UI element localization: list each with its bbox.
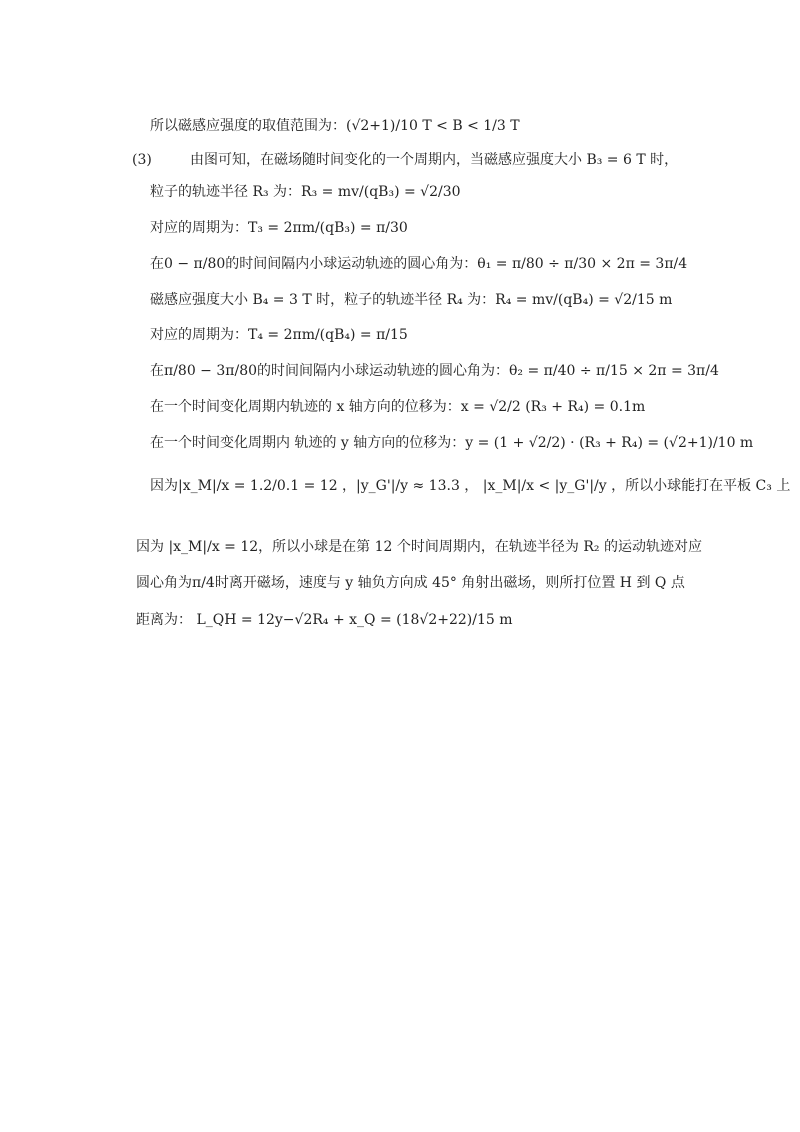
text-line-14: 距离为： L_QH = 12y−√2R₄ + x_Q = (18√2+22)/15 m	[136, 612, 513, 628]
text-line-3: 粒子的轨迹半径 R₃ 为：R₃ = mv/(qB₃) = √2/30	[150, 184, 461, 200]
text-line-11: 因为|x_M|/x = 1.2/0.1 = 12 ，|y_G'|/y ≈ 13.3 ， |x_M|/x < |y_G'|/y ，所以小球能打在平板 C₃ 上	[150, 478, 791, 494]
text-line-13: 圆心角为π/4时离开磁场，速度与 y 轴负方向成 45° 角射出磁场，则所打位置 H 到 Q 点	[136, 575, 685, 591]
text-line-5: 在0 − π/80的时间间隔内小球运动轨迹的圆心角为：θ₁ = π/80 ÷ π/30 × 2π = 3π/4	[150, 256, 688, 272]
text-line-8: 在π/80 − 3π/80的时间间隔内小球运动轨迹的圆心角为：θ₂ = π/40 ÷ π/15 × 2π = 3π/4	[150, 363, 719, 379]
text-line-10: 在一个时间变化周期内 轨迹的 y 轴方向的位移为：y = (1 + √2/2) · (R₃ + R₄) = (√2+1)/10 m	[150, 435, 754, 451]
text-line-4: 对应的周期为：T₃ = 2πm/(qB₃) = π/30	[150, 220, 408, 236]
text-line-6: 磁感应强度大小 B₄ = 3 T 时，粒子的轨迹半径 R₄ 为：R₄ = mv/(qB₄) = √2/15 m	[150, 292, 673, 308]
text-line-1: 所以磁感应强度的取值范围为：(√2+1)/10 T < B < 1/3 T	[150, 118, 520, 134]
text-line-2: 由图可知，在磁场随时间变化的一个周期内，当磁感应强度大小 B₃ = 6 T 时，	[190, 152, 679, 168]
text-line-12: 因为 |x_M|/x = 12，所以小球是在第 12 个时间周期内，在轨迹半径为 R₂ 的运动轨迹对应	[136, 539, 702, 555]
item-number: (3)	[132, 152, 152, 168]
text-line-9: 在一个时间变化周期内轨迹的 x 轴方向的位移为：x = √2/2 (R₃ + R₄) = 0.1m	[150, 399, 646, 415]
text-line-7: 对应的周期为：T₄ = 2πm/(qB₄) = π/15	[150, 327, 408, 343]
